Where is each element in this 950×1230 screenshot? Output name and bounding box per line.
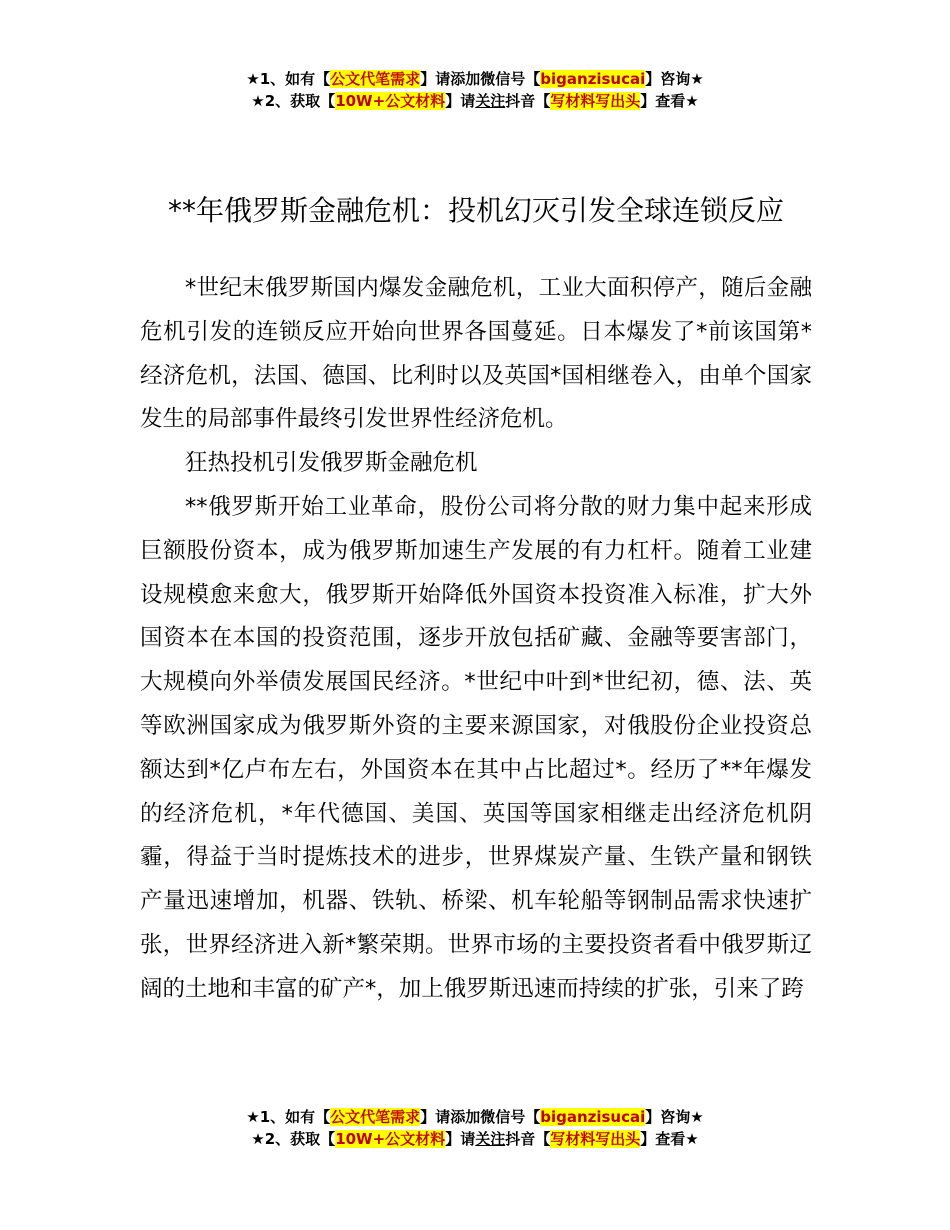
banner-highlight: 公文代笔需求	[330, 70, 421, 88]
banner-text: 】请	[445, 1130, 476, 1148]
header-banner	[0, 68, 950, 112]
banner-line-2	[0, 90, 950, 112]
banner-wechat-id: biganzisucai	[540, 70, 646, 88]
banner-highlight: 写材料写出头	[550, 92, 641, 110]
banner-text: 】查看★	[640, 92, 699, 110]
banner-underlined: 关注	[475, 1130, 506, 1148]
banner-text: 】查看★	[640, 1130, 699, 1148]
banner-text: 】请	[445, 92, 476, 110]
banner-text: 抖音【	[505, 1130, 551, 1148]
document-body	[140, 267, 812, 1012]
banner-highlight: 公文代笔需求	[330, 1108, 421, 1126]
banner-underlined: 关注	[475, 92, 506, 110]
banner-highlight: 10W+公文材料	[335, 1130, 446, 1148]
banner-text: 抖音【	[505, 92, 551, 110]
banner-text: 】咨询★	[645, 70, 704, 88]
banner-text: 】请添加微信号【	[420, 1108, 541, 1126]
banner-text: ★2、获取【	[251, 1130, 336, 1148]
paragraph: **俄罗斯开始工业革命，股份公司将分散的财力集中起来形成巨额股份资本，成为俄罗斯加速生产发展的有力杠杆。随着工业建设规模愈来愈大，俄罗斯开始降低外国资本投资准入标准，扩大外国资本在本国的投资范围，逐步开放包括矿藏、金融等要害部门，大规模向外举债发展国民经济。*世纪中叶到*世纪初，德、法、英等欧洲国家成为俄罗斯外资的主要来源国家，对俄股份企业投资总额达到*亿卢布左右，外国资本在其中占比超过*。经历了**年爆发的经济危机，*年代德国、美国、英国等国家相继走出经济危机阴霾，得益于当时提炼技术的进步，世界煤炭产量、生铁产量和钢铁产量迅速增加，机器、铁轨、桥梁、机车轮船等钢制品需求快速扩张，世界经济进入新*繁荣期。世界市场的主要投资者看中俄罗斯辽阔的土地和丰富的矿产*，加上俄罗斯迅速而持续的扩张，引来了跨	[140, 493, 812, 1002]
banner-line-2	[0, 1128, 950, 1150]
section-heading: 狂热投机引发俄罗斯金融危机	[185, 450, 478, 477]
banner-text: 】咨询★	[645, 1108, 704, 1126]
banner-line-1	[0, 1106, 950, 1128]
banner-text: ★1、如有【	[246, 70, 331, 88]
banner-text: ★2、获取【	[251, 92, 336, 110]
banner-text: ★1、如有【	[246, 1108, 331, 1126]
banner-highlight: 10W+公文材料	[335, 92, 446, 110]
banner-highlight: 写材料写出头	[550, 1130, 641, 1148]
banner-line-1	[0, 68, 950, 90]
banner-wechat-id: biganzisucai	[540, 1108, 646, 1126]
paragraph: *世纪末俄罗斯国内爆发金融危机，工业大面积停产，随后金融危机引发的连锁反应开始向世界各国蔓延。日本爆发了*前该国第*经济危机，法国、德国、比利时以及英国*国相继卷入，由单个国家发生的局部事件最终引发世界性经济危机。	[140, 275, 812, 433]
footer-banner	[0, 1106, 950, 1150]
document-title: **年俄罗斯金融危机：投机幻灭引发全球连锁反应	[167, 193, 784, 227]
banner-text: 】请添加微信号【	[420, 70, 541, 88]
